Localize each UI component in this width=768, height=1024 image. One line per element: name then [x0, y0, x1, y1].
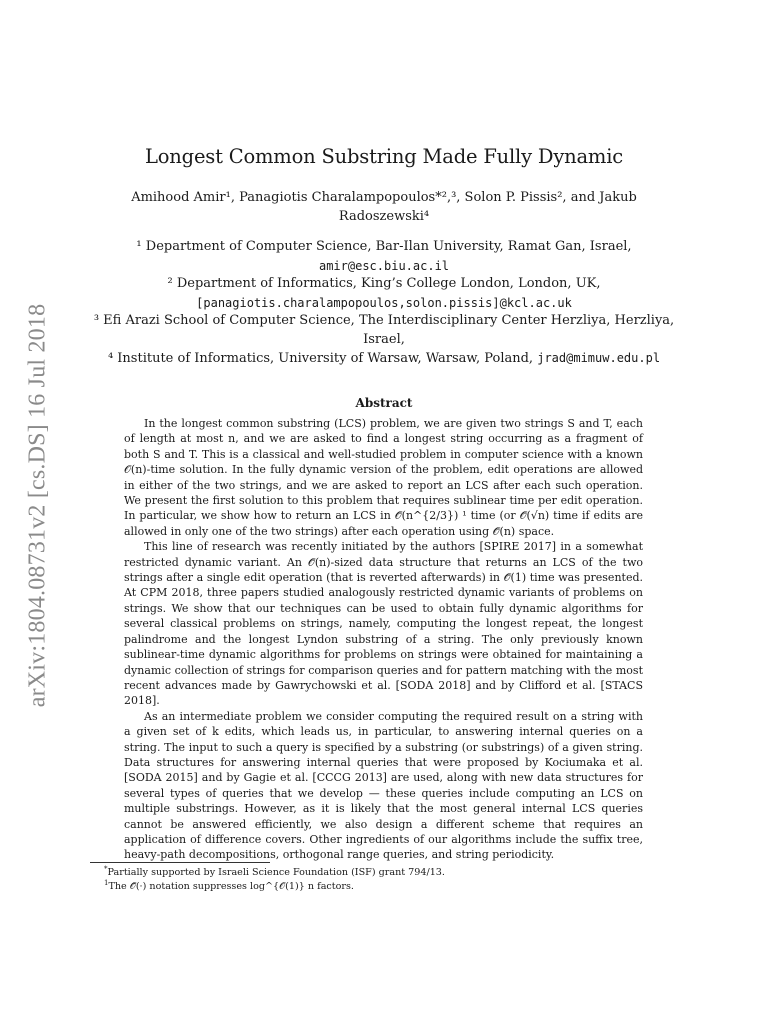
abstract-body — [124, 416, 643, 863]
footnote-1 — [104, 866, 684, 880]
affiliation-2-email[interactable]: [panagiotis.charalampopoulos,solon.pissis]@kcl.ac.uk — [196, 295, 572, 310]
abstract-paragraph-3: As an intermediate problem we consider computing the required result on a string with a given set of k edits, which leads us, in particular, to answering internal queries on a string. The input to such a query is specified by a substring (or substrings) of a given string. Data structures for answering internal queries that were proposed by Kociumaka et al. [SODA 2015] and by Gagie et al. [CCCG 2013] are used, along with new data structures for several types of queries that we develop — these queries include computing an LCS on multiple substrings. However, as it is likely that the most general internal LCS queries cannot be answered efficiently, we also design a different scheme that requires an application of difference covers. Other ingredients of our algorithms include the suffix tree, heavy-path decompositions, orthogonal range queries, and string periodicity. — [124, 709, 643, 862]
abstract-paragraph-2: This line of research was recently initiated by the authors [SPIRE 2017] in a somewhat restricted dynamic variant. An 𝒪̃(n)-sized data structure that returns an LCS of the two strings after a single edit operation (that is reverted afterwards) in 𝒪̃(1) time was presented. At CPM 2018, three papers studied analogously restricted dynamic variants of problems on strings. We show that our techniques can be used to obtain fully dynamic algorithms for several classical problems on strings, namely, computing the longest repeat, the longest palindrome and the longest Lyndon substring of a string. The only previously known sublinear-time dynamic algorithms for problems on strings were obtained for maintaining a dynamic collection of strings for comparison queries and for pattern matching with the most recent advances made by Gawrychowski et al. [SODA 2018] and by Clifford et al. [STACS 2018]. — [124, 540, 643, 708]
affiliation-3: ³ Efi Arazi School of Computer Science, The Interdisciplinary Center Herzliya, Herzliya, — [93, 313, 675, 328]
footnote-1-mark: * — [104, 864, 108, 873]
affiliation-4-text: ⁴ Institute of Informatics, University of Warsaw, Warsaw, Poland, — [107, 351, 534, 366]
footnote-divider — [90, 862, 270, 863]
author-list — [120, 188, 648, 226]
affiliation-3-country: Israel, — [363, 331, 405, 347]
arxiv-identifier-text: arXiv:1804.08731v2 [cs.DS] 16 Jul 2018 — [24, 303, 51, 707]
affiliation-1: ¹ Department of Computer Science, Bar-Ilan University, Ramat Gan, Israel, — [136, 239, 632, 254]
affiliation-2: ² Department of Informatics, King’s College London, London, UK, — [167, 276, 601, 291]
author-line-1: Amihood Amir¹, Panagiotis Charalampopoulos*²,³, Solon P. Pissis², and Jakub — [131, 190, 637, 205]
paper-title: Longest Common Substring Made Fully Dynamic — [145, 145, 623, 168]
footnote-2 — [104, 880, 684, 894]
arxiv-identifier — [8, 285, 68, 725]
author-line-2: Radoszewski⁴ — [338, 209, 430, 224]
footnotes — [104, 866, 684, 894]
footnote-2-text: The 𝒪̃(·) notation suppresses log^{𝒪(1)} n factors. — [108, 881, 354, 892]
footnote-1-text: Partially supported by Israeli Science Foundation (ISF) grant 794/13. — [107, 867, 445, 878]
abstract-heading: Abstract — [355, 396, 413, 410]
abstract-paragraph-1: In the longest common substring (LCS) problem, we are given two strings S and T, each of length at most n, and we are asked to find a longest string occurring as a fragment of both S and T. This is a classical and well-studied problem in computer science with a known 𝒪(n)-time solution. In the fully dynamic version of the problem, edit operations are allowed in either of the two strings, and we are asked to report an LCS after each such operation. We present the first solution to this problem that requires sublinear time per edit operation. In particular, we show how to return an LCS in 𝒪̃(n^{2/3}) ¹ time (or 𝒪̃(√n) time if edits are allowed in only one of the two strings) after each operation using 𝒪̃(n) space. — [124, 417, 643, 538]
footnote-2-mark: 1 — [104, 878, 109, 887]
affiliation-list — [80, 238, 688, 369]
affiliation-4 — [80, 349, 688, 369]
affiliation-4-email[interactable]: jrad@mimuw.edu.pl — [537, 351, 661, 365]
affiliation-1-email[interactable]: amir@esc.biu.ac.il — [318, 258, 450, 273]
